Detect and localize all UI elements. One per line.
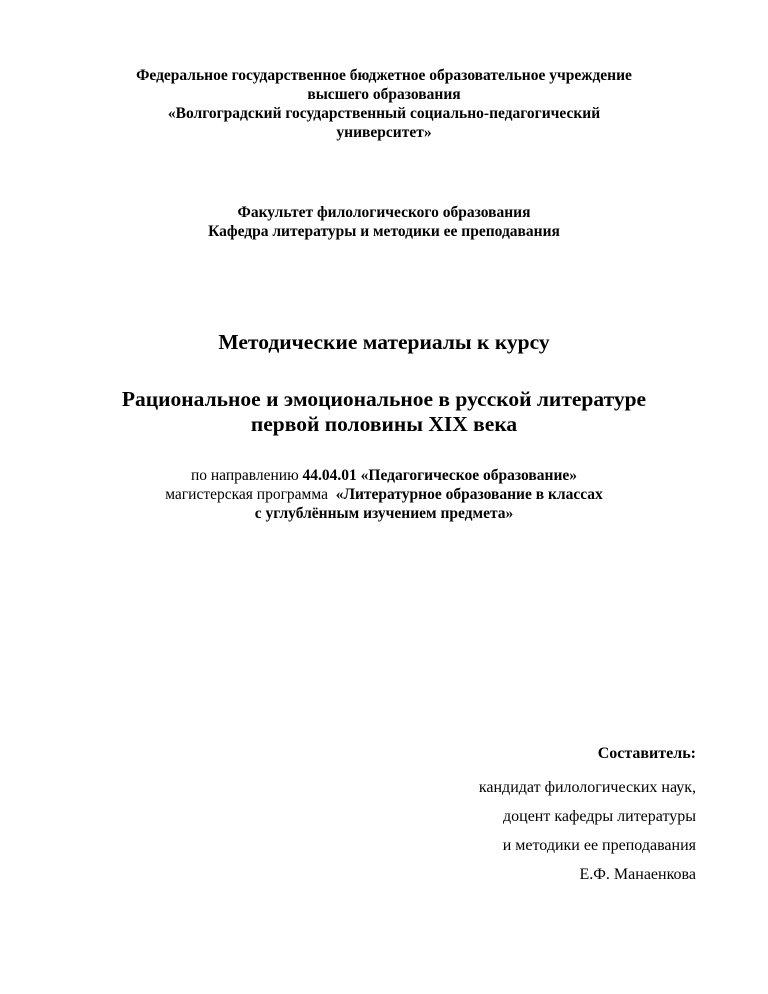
faculty-name: Факультет филологического образования [237, 204, 531, 221]
course-title [0, 387, 768, 437]
department-name: Кафедра литературы и методики ее преподавания [208, 223, 560, 240]
author-degree: кандидат филологических наук, [478, 779, 696, 796]
author-position: доцент кафедры литературы [503, 808, 696, 825]
author-name: Е.Ф. Манаенкова [579, 866, 696, 883]
institution-line-2: высшего образования [307, 86, 461, 103]
faculty-block [0, 203, 768, 241]
program-name-line-2: с углублённым изучением предмета» [254, 505, 514, 522]
study-direction [0, 466, 768, 523]
document-type-title [0, 329, 768, 355]
direction-code-name: 44.04.01 «Педагогическое образование» [302, 467, 578, 484]
direction-line [0, 466, 768, 485]
institution-header [0, 66, 768, 142]
author-block [479, 743, 696, 889]
institution-line-1: Федеральное государственное бюджетное образовательное учреждение [136, 67, 632, 84]
institution-line-4: университет» [336, 124, 432, 141]
program-name-line-1: «Литературное образование в классах [335, 486, 603, 503]
institution-line-3: «Волгоградский государственный социально-педагогический [167, 105, 601, 122]
course-title-line-2: первой половины XIX века [250, 412, 518, 436]
program-line [0, 485, 768, 504]
author-department: и методики ее преподавания [502, 837, 696, 854]
program-line-2 [0, 504, 768, 523]
program-prefix: магистерская программа [165, 486, 328, 503]
course-title-line-1: Рациональное и эмоциональное в русской литературе [121, 387, 647, 411]
author-heading: Составитель: [597, 745, 696, 762]
direction-prefix: по направлению [190, 467, 299, 484]
document-type: Методические материалы к курсу [218, 330, 550, 354]
